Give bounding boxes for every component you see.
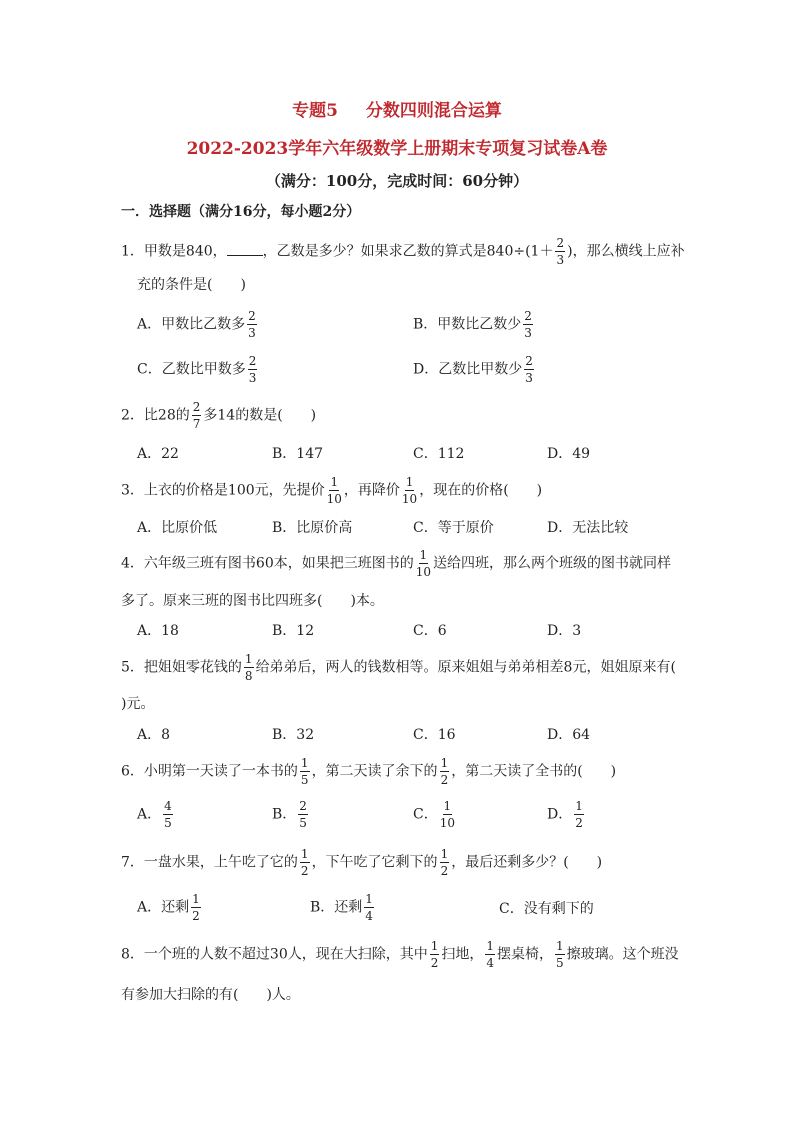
denominator: 2 [430,956,439,970]
question-text: 1．甲数是840， [121,243,227,260]
question-text: ，下午吃了它剩下的 [311,854,438,871]
numerator: 1 [430,939,439,953]
question-text: 6．小明第一天读了一本书的 [121,763,298,780]
question-text: )，那么横线上应补 [567,243,685,260]
page-title [0,96,794,121]
question-6 [121,757,616,786]
fraction [163,800,173,829]
question-3 [121,476,542,505]
numerator: 1 [300,847,309,861]
denominator: 3 [525,371,533,385]
question-5-line-2: )元。 [121,696,155,712]
option-a[interactable] [137,800,175,829]
question-text: 8．一个班的人数不超过30人，现在大扫除，其中 [121,946,428,963]
question-4-line-1 [121,549,671,578]
numerator: 1 [440,756,449,770]
denominator: 10 [415,565,432,579]
fraction [298,800,308,829]
option-b[interactable]: B．12 [272,623,315,639]
section-title: 一．选择题（满分16分，每小题2分） [121,204,361,220]
denominator: 2 [575,816,583,830]
question-text: ，最后还剩多少？( ) [451,854,603,871]
numerator: 1 [486,939,495,953]
fraction [364,893,374,922]
question-1-line-2: 充的条件是( ) [137,277,246,293]
question-text: 送给四班，那么两个班级的图书就同样 [433,555,672,572]
question-text: 5．把姐姐零花钱的 [121,659,242,676]
option-c[interactable] [413,800,457,829]
option-d[interactable] [413,355,536,384]
fraction [244,653,254,682]
option-c[interactable]: C．等于原价 [413,520,494,536]
numerator: 1 [405,475,414,489]
option-a[interactable]: A．18 [137,623,179,639]
numerator: 1 [330,475,339,489]
option-text: C．乙数比甲数多 [137,361,246,378]
option-text: B．甲数比乙数少 [413,316,522,333]
fraction [555,237,565,266]
numerator: 1 [440,847,449,861]
denominator: 2 [440,864,449,878]
question-text: 7．一盘水果，上午吃了它的 [121,854,298,871]
denominator: 2 [440,773,449,787]
option-text: D．乙数比甲数少 [413,361,523,378]
option-a[interactable]: A．比原价低 [137,520,218,536]
fraction [191,893,201,922]
denominator: 10 [439,816,455,830]
option-d[interactable]: D．3 [547,623,582,639]
question-8-line-2: 有参加大扫除的有( )人。 [121,987,300,1003]
option-text: B．还剩 [310,899,363,916]
option-text: B． [272,806,297,823]
question-text: 擦玻璃。这个班没 [566,946,679,963]
option-c[interactable]: C．112 [413,446,465,462]
question-1-line-1 [121,237,685,266]
numerator: 2 [524,309,532,323]
page-subtitle: 2022-2023学年六年级数学上册期末专项复习试卷A卷 [186,139,608,159]
option-b[interactable]: B．32 [272,727,315,743]
numerator: 1 [419,548,428,562]
denominator: 4 [365,909,373,923]
option-b[interactable]: B．147 [272,446,324,462]
question-text: 3．上衣的价格是100元，先提价 [121,482,325,499]
denominator: 2 [192,909,200,923]
option-b[interactable] [310,893,376,922]
denominator: 5 [556,956,564,970]
denominator: 3 [556,253,565,267]
fraction [523,310,533,339]
numerator: 1 [556,939,564,953]
denominator: 7 [192,417,201,431]
option-text: A．甲数比乙数多 [137,316,246,333]
denominator: 2 [300,864,309,878]
denominator: 3 [248,326,256,340]
denominator: 3 [248,371,257,385]
question-text: ，现在的价格( ) [419,482,543,499]
exam-meta: （满分：100分，完成时间：60分钟） [265,172,529,190]
fraction [416,549,431,578]
denominator: 3 [524,326,532,340]
numerator: 1 [365,892,373,906]
option-a[interactable]: A．22 [137,446,179,462]
question-text: ，再降价 [343,482,400,499]
fraction [430,940,440,969]
question-text: 4．六年级三班有图书60本，如果把三班图书的 [121,555,414,572]
option-text: C． [413,806,438,823]
numerator: 1 [244,652,253,666]
question-text: ，第二天读了余下的 [311,763,438,780]
question-text: 给弟弟后，两人的钱数相等。原来姐姐与弟弟相差8元，姐姐原来有( [255,659,676,676]
option-text: D． [547,806,573,823]
option-d[interactable] [547,800,586,829]
fraction [524,355,534,384]
fraction [300,757,310,786]
option-a[interactable] [137,310,259,339]
fraction [440,757,450,786]
fraction [440,848,450,877]
question-text: 2．比28的 [121,407,190,424]
fraction [247,310,257,339]
fraction [555,940,565,969]
numerator: 2 [248,309,256,323]
option-text: A．还剩 [137,899,190,916]
fraction [248,355,258,384]
option-a[interactable] [137,893,203,922]
fraction [327,476,342,505]
option-c[interactable]: C．16 [413,727,456,743]
denominator: 5 [164,816,172,830]
option-b[interactable] [413,310,535,339]
fraction [574,800,584,829]
question-text: 摆桌椅， [497,946,554,963]
numerator: 4 [164,799,172,813]
option-c[interactable] [137,355,259,384]
numerator: 2 [299,799,307,813]
option-text: A． [137,806,162,823]
denominator: 4 [486,956,495,970]
denominator: 10 [326,492,342,506]
question-2 [121,401,316,430]
denominator: 5 [299,816,307,830]
answer-blank [227,243,263,256]
question-text: ，乙数是多少？如果求乙数的算式是840÷(1＋ [262,243,554,260]
question-text: ，第二天读了全书的( ) [451,763,617,780]
numerator: 1 [443,799,452,813]
question-text: 扫地， [441,946,484,963]
option-c[interactable]: C．没有剩下的 [499,901,594,917]
question-4-line-2: 多了。原来三班的图书比四班多( )本。 [121,593,384,609]
option-c[interactable]: C．6 [413,623,447,639]
option-d[interactable]: D．49 [547,446,591,462]
numerator: 2 [192,400,201,414]
fraction [402,476,417,505]
denominator: 10 [401,492,418,506]
fraction [192,401,202,430]
option-b[interactable]: B．比原价高 [272,520,353,536]
option-b[interactable] [272,800,310,829]
fraction [485,940,495,969]
fraction [440,800,455,829]
question-7 [121,848,602,877]
title-topic-name: 分数四则混合运算 [365,101,502,121]
denominator: 5 [300,773,309,787]
numerator: 1 [575,799,583,813]
numerator: 2 [556,236,565,250]
option-d[interactable]: D．无法比较 [547,520,629,536]
title-topic-number: 专题5 [292,101,338,121]
numerator: 2 [248,354,257,368]
numerator: 2 [525,354,533,368]
question-8-line-1 [121,940,679,969]
fraction [300,848,310,877]
question-text: 多14的数是( ) [203,407,317,424]
numerator: 1 [300,756,309,770]
denominator: 8 [244,669,253,683]
numerator: 1 [192,892,200,906]
question-5-line-1 [121,653,676,682]
option-d[interactable]: D．64 [547,727,591,743]
option-a[interactable]: A．8 [137,727,171,743]
